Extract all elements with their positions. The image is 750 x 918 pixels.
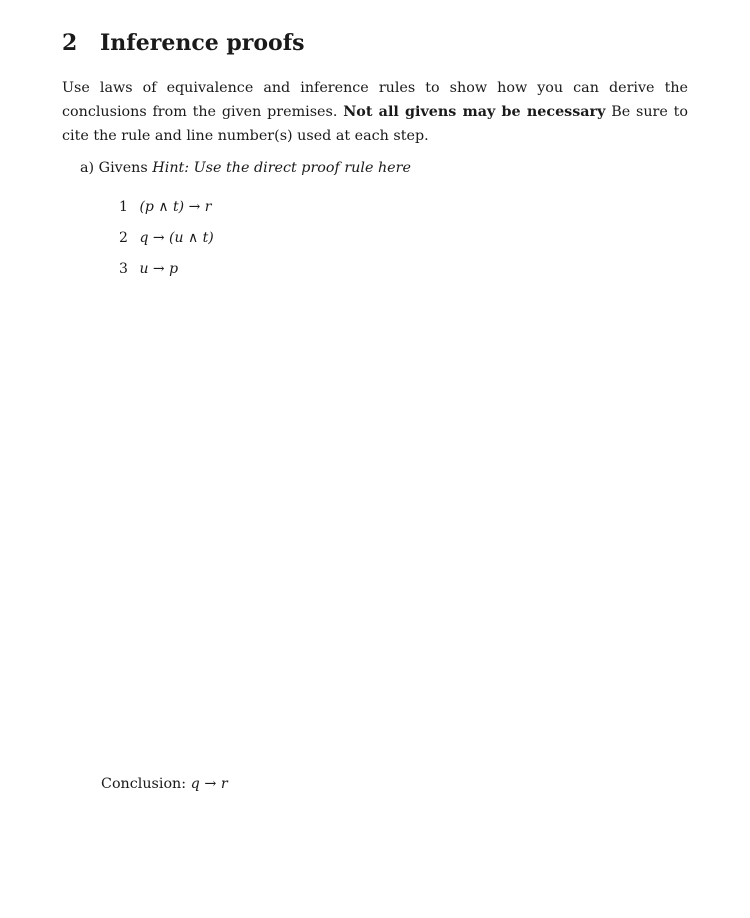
instructions-text-before: Use laws of equivalence and inference rules to show how you can derive the conclusions from the given premises.	[62, 80, 688, 120]
given-formula: (p ∧ t) → r	[139, 199, 212, 215]
given-line-number: 3	[119, 261, 128, 277]
instructions-paragraph	[62, 76, 688, 148]
section-title: Inference proofs	[100, 30, 305, 56]
conclusion	[101, 776, 228, 792]
given-line	[119, 199, 214, 230]
section-heading	[62, 30, 305, 56]
part-a-header	[80, 160, 411, 176]
given-line-number: 1	[119, 199, 128, 215]
part-a-hint: Hint: Use the direct proof rule here	[152, 160, 411, 176]
section-number: 2	[62, 30, 78, 56]
given-line	[119, 261, 214, 292]
instructions-text-after: Be sure to cite the rule and line number(s) used at each step.	[62, 104, 689, 144]
given-line-number: 2	[119, 230, 128, 246]
conclusion-label: Conclusion:	[101, 776, 187, 792]
part-a-label: a) Givens	[80, 160, 148, 176]
instructions-bold-note: Not all givens may be necessary	[343, 104, 606, 120]
given-formula: u → p	[139, 261, 179, 277]
givens-list	[119, 199, 214, 292]
given-line	[119, 230, 214, 261]
conclusion-formula: q → r	[190, 776, 228, 792]
given-formula: q → (u ∧ t)	[139, 230, 214, 246]
